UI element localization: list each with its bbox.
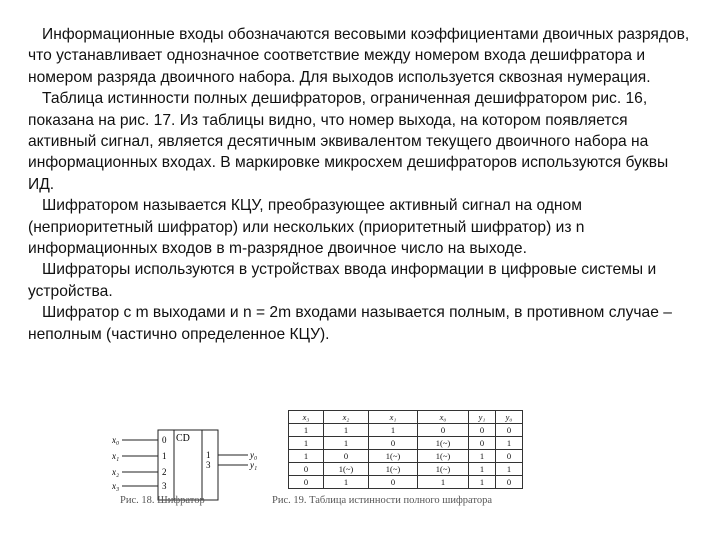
table-cell: 1(~)	[418, 450, 469, 463]
encoder-block-label: CD	[176, 433, 190, 444]
output-label-y1: y₁	[250, 460, 258, 470]
body-text	[28, 24, 696, 345]
table-row	[289, 424, 523, 437]
table-cell: 0	[496, 476, 523, 489]
table-cell: 1(~)	[369, 450, 418, 463]
table-cell: 1	[496, 463, 523, 476]
table-cell: 1	[289, 450, 324, 463]
input-pin-2: 2	[162, 467, 167, 477]
table-cell: 0	[324, 450, 369, 463]
input-pin-3: 3	[162, 481, 167, 491]
output-pin-1: 1	[206, 450, 211, 460]
table-cell: 0	[369, 437, 418, 450]
table-header-row	[289, 411, 523, 424]
table-cell: 0	[289, 476, 324, 489]
paragraph-4: Шифраторы используются в устройствах ввода информации в цифровые системы и устройства.	[28, 261, 657, 300]
table-cell: 1	[324, 476, 369, 489]
paragraph-5: Шифратор с m выходами и n = 2m входами называется полным, в противном случае – неполным (частично определенное КЦУ).	[28, 304, 672, 343]
table-cell: 0	[418, 424, 469, 437]
input-pin-1: 1	[162, 451, 167, 461]
input-label-x0: x₀	[112, 435, 120, 445]
figure19-caption: Рис. 19. Таблица истинности полного шифратора	[272, 495, 493, 506]
table-cell: 1	[469, 463, 496, 476]
figure18-caption: Рис. 18. Шифратор	[120, 495, 205, 506]
table-cell: 1(~)	[369, 463, 418, 476]
truth-table-figure	[288, 410, 528, 502]
header-x3: x₃	[289, 411, 324, 424]
table-cell: 0	[496, 424, 523, 437]
table-row	[289, 463, 523, 476]
input-pin-0: 0	[162, 435, 167, 445]
table-cell: 0	[496, 450, 523, 463]
table-cell: 0	[469, 437, 496, 450]
header-x2: x₂	[324, 411, 369, 424]
table-cell: 0	[469, 424, 496, 437]
header-y1: y₁	[469, 411, 496, 424]
table-cell: 1(~)	[418, 437, 469, 450]
input-label-x3: x₃	[112, 481, 120, 491]
header-x1: x₁	[369, 411, 418, 424]
input-label-x1: x₁	[112, 451, 120, 461]
header-y0: y₀	[496, 411, 523, 424]
paragraph-1: Информационные входы обозначаются весовыми коэффициентами двоичных разрядов, что устанавливает однозначное соответствие между номером входа дешифратора и номером разряда двоичного набора. Для выходов используется сквозная нумерация.	[28, 26, 690, 86]
header-x0: x₀	[418, 411, 469, 424]
output-pin-3: 3	[206, 460, 211, 470]
table-cell: 0	[289, 463, 324, 476]
paragraph-3: Шифратором называется КЦУ, преобразующее активный сигнал на одном (неприоритетный шифратор) или нескольких (приоритетный шифратор) из n информационных входов в m-разрядное двоичное число на выходе.	[28, 197, 585, 258]
encoder-diagram	[112, 424, 272, 504]
table-cell: 1	[418, 476, 469, 489]
table-cell: 1	[469, 476, 496, 489]
output-label-y0: y₀	[250, 450, 258, 460]
table-cell: 1	[289, 437, 324, 450]
table-row	[289, 450, 523, 463]
table-cell: 1	[469, 450, 496, 463]
input-label-x2: x₂	[112, 467, 120, 477]
table-row	[289, 437, 523, 450]
table-cell: 1(~)	[418, 463, 469, 476]
paragraph-2: Таблица истинности полных дешифраторов, ограниченная дешифратором рис. 16, показана на рис. 17. Из таблицы видно, что номер выхода, на котором появляется активный сигнал, является десятичным эквивалентом текущего двоичного набора на информационных входах. В маркировке микросхем дешифраторов используются буквы ИД.	[28, 90, 669, 193]
table-cell: 1	[324, 437, 369, 450]
table-row	[289, 476, 523, 489]
table-cell: 1	[369, 424, 418, 437]
table-cell: 1(~)	[324, 463, 369, 476]
truth-table	[288, 410, 523, 489]
table-cell: 1	[289, 424, 324, 437]
table-cell: 0	[369, 476, 418, 489]
table-cell: 1	[324, 424, 369, 437]
table-cell: 1	[496, 437, 523, 450]
